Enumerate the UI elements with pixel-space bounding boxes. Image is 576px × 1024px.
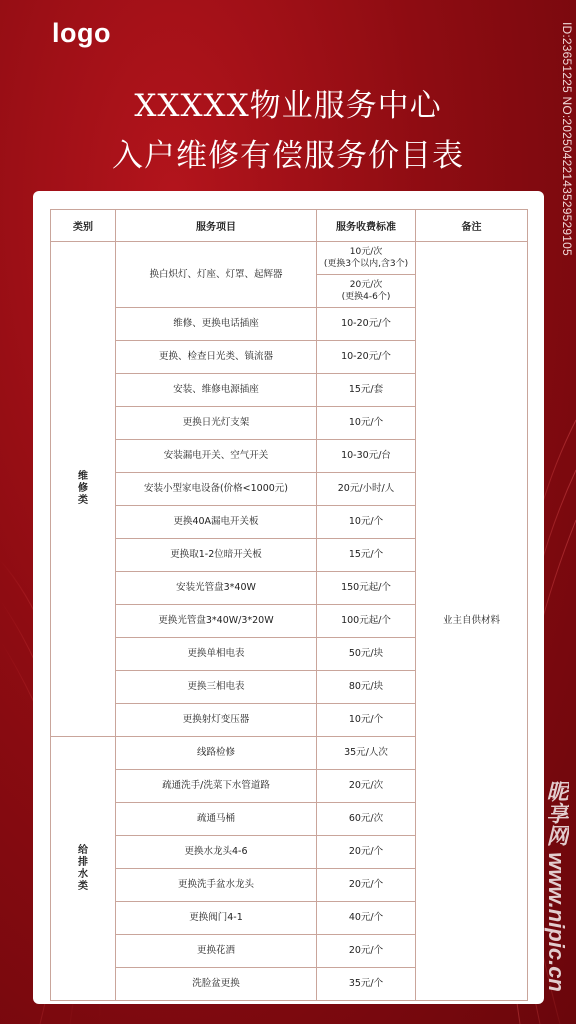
price-cell: 10元/个 — [317, 407, 416, 440]
service-item-cell: 更换、检查日光类、镇流器 — [116, 341, 317, 374]
service-item-cell: 更换光管盘3*40W/3*20W — [116, 605, 317, 638]
service-item-cell: 更换射灯变压器 — [116, 704, 317, 737]
service-item-cell: 维修、更换电话插座 — [116, 308, 317, 341]
price-cell: 10元/个 — [317, 704, 416, 737]
price-cell: 10-30元/台 — [317, 440, 416, 473]
price-cell: 15元/套 — [317, 374, 416, 407]
price-cell: 10元/次 (更换3个以内,含3个) — [317, 242, 416, 275]
category-label: 给排水类 — [78, 844, 88, 892]
price-cell: 10-20元/个 — [317, 308, 416, 341]
header-category: 类别 — [51, 210, 116, 242]
service-item-cell: 安装漏电开关、空气开关 — [116, 440, 317, 473]
header-price: 服务收费标准 — [317, 210, 416, 242]
service-item-cell: 安装小型家电设备(价格<1000元) — [116, 473, 317, 506]
page-title-line1: XXXXX物业服务中心 — [134, 88, 442, 124]
note-cell: 业主自供材料 — [416, 242, 528, 1001]
price-cell: 50元/块 — [317, 638, 416, 671]
page-title-line2: 入户维修有偿服务价目表 — [112, 138, 464, 174]
price-cell: 20元/小时/人 — [317, 473, 416, 506]
logo: logo — [52, 18, 111, 48]
service-item-cell: 更换三相电表 — [116, 671, 317, 704]
price-cell: 10元/个 — [317, 506, 416, 539]
table-row — [51, 242, 528, 275]
service-item-cell: 更换水龙头4-6 — [116, 836, 317, 869]
service-item-cell: 更换取1-2位暗开关板 — [116, 539, 317, 572]
price-cell: 20元/个 — [317, 869, 416, 902]
service-item-cell: 线路检修 — [116, 737, 317, 770]
price-cell: 80元/块 — [317, 671, 416, 704]
service-item-cell: 更换阀门4-1 — [116, 902, 317, 935]
price-table — [50, 209, 528, 1001]
service-item-cell: 更换日光灯支架 — [116, 407, 317, 440]
price-cell: 150元起/个 — [317, 572, 416, 605]
table-header-row — [51, 210, 528, 242]
category-cell — [51, 737, 116, 1001]
price-cell: 20元/个 — [317, 935, 416, 968]
service-item-cell: 洗脸盆更换 — [116, 968, 317, 1001]
service-item-cell: 疏通马桶 — [116, 803, 317, 836]
service-item-cell: 更换洗手盆水龙头 — [116, 869, 317, 902]
price-cell: 35元/个 — [317, 968, 416, 1001]
category-label: 维修类 — [78, 471, 88, 506]
service-item-cell: 更换40A漏电开关板 — [116, 506, 317, 539]
watermark: 昵享网 www.nipic.cn — [544, 780, 569, 992]
service-item-cell: 疏通洗手/洗菜下水管道路 — [116, 770, 317, 803]
service-item-cell: 换白炽灯、灯座、灯罩、起辉器 — [116, 242, 317, 308]
price-cell: 40元/个 — [317, 902, 416, 935]
service-item-cell: 更换单相电表 — [116, 638, 317, 671]
price-cell: 60元/次 — [317, 803, 416, 836]
price-cell: 35元/人次 — [317, 737, 416, 770]
price-cell: 10-20元/个 — [317, 341, 416, 374]
service-item-cell: 安装光管盘3*40W — [116, 572, 317, 605]
price-cell: 20元/次 — [317, 770, 416, 803]
price-cell: 20元/个 — [317, 836, 416, 869]
category-cell — [51, 242, 116, 737]
price-cell: 20元/次 (更换4-6个) — [317, 275, 416, 308]
image-id-text: ID:23651225 NO:20250422143529529105 — [560, 22, 574, 256]
service-item-cell: 安装、维修电源插座 — [116, 374, 317, 407]
price-card — [33, 191, 544, 1004]
price-cell: 100元起/个 — [317, 605, 416, 638]
service-item-cell: 更换花洒 — [116, 935, 317, 968]
header-service-item: 服务项目 — [116, 210, 317, 242]
header-note: 备注 — [416, 210, 528, 242]
price-cell: 15元/个 — [317, 539, 416, 572]
